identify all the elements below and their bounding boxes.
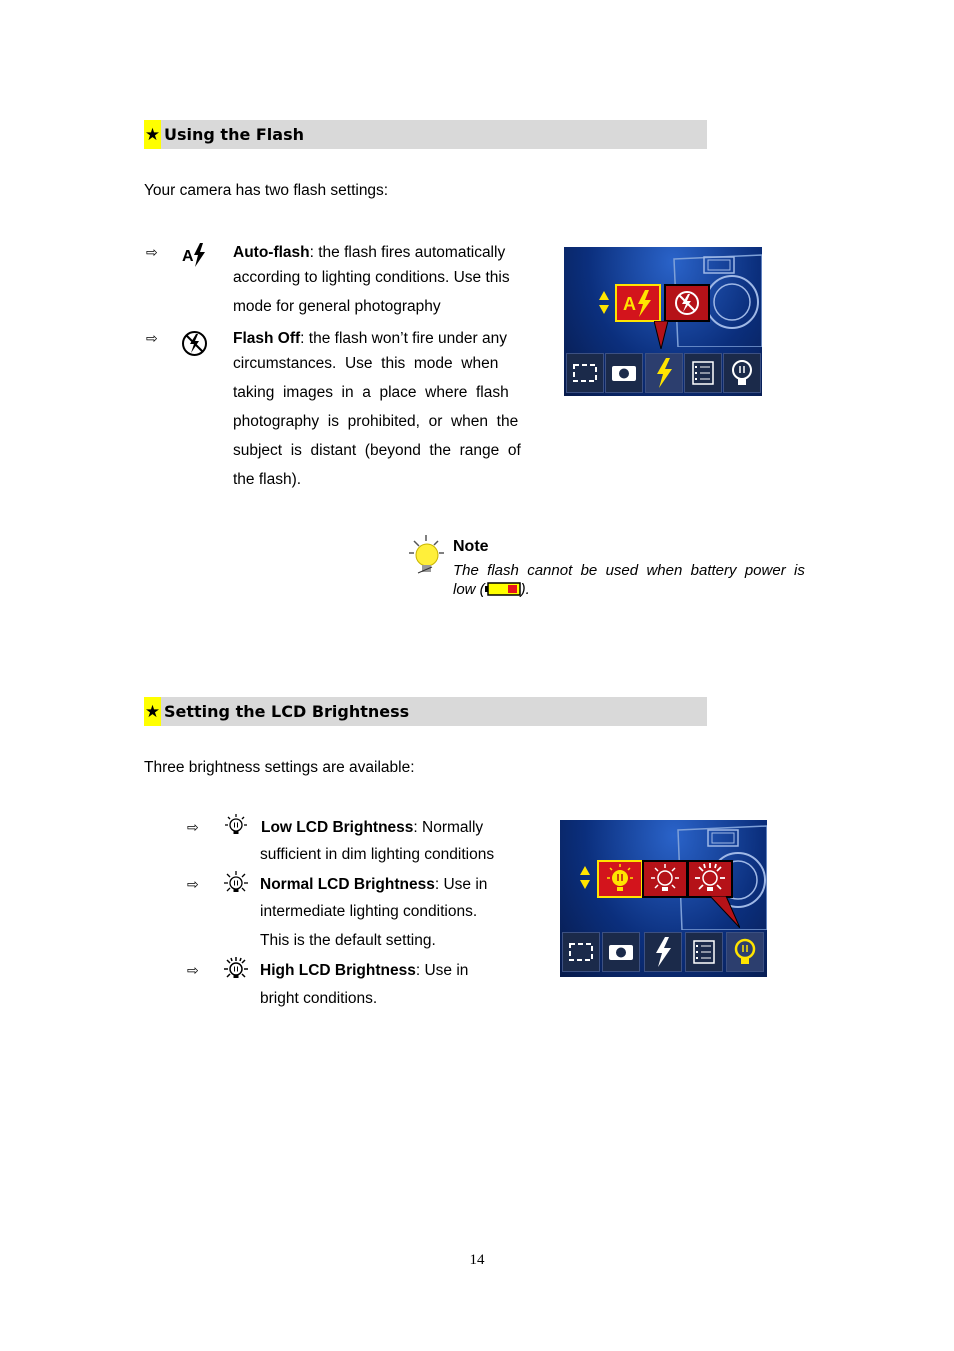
menu-list-tile[interactable] bbox=[684, 353, 722, 393]
low-brightness-name: Low LCD Brightness bbox=[261, 819, 414, 836]
quality-tile[interactable] bbox=[605, 353, 643, 393]
page-number: 14 bbox=[469, 1252, 485, 1268]
low-battery-icon bbox=[485, 582, 521, 596]
arrow-icon: ⇨ bbox=[187, 876, 199, 892]
note-heading: Note bbox=[453, 538, 489, 555]
frame-size-tile[interactable] bbox=[562, 932, 600, 972]
flash-tile[interactable] bbox=[644, 932, 682, 972]
note-text-line-1: The flash cannot be used when battery power is bbox=[453, 562, 805, 579]
flash-tile[interactable] bbox=[645, 353, 683, 393]
intro-text: Your camera has two flash settings: bbox=[144, 182, 389, 199]
auto-flash-name: Auto-flash bbox=[233, 244, 310, 261]
lcd-brightness-tile[interactable] bbox=[723, 353, 761, 393]
svg-text:A: A bbox=[182, 248, 194, 265]
auto-flash-icon bbox=[182, 242, 208, 268]
low-brightness-line-2: sufficient in dim lighting conditions bbox=[260, 846, 495, 863]
high-brightness-line-2: bright conditions. bbox=[260, 990, 378, 1007]
auto-flash-line-2: according to lighting conditions. Use this bbox=[233, 269, 510, 286]
pointer-icon bbox=[710, 896, 740, 928]
flash-icon bbox=[645, 933, 681, 971]
up-down-arrow-icon bbox=[599, 291, 609, 315]
auto-flash-line-3: mode for general photography bbox=[233, 298, 441, 315]
menu-list-tile[interactable] bbox=[685, 932, 723, 972]
frame-size-tile[interactable] bbox=[566, 353, 604, 393]
note-text-line-2: low ( ). bbox=[453, 581, 530, 598]
intro-text: Three brightness settings are available: bbox=[144, 759, 415, 776]
bulb-icon bbox=[724, 354, 760, 392]
normal-brightness-option[interactable] bbox=[642, 860, 688, 898]
flash-off-line-1: Flash Off: the flash won’t fire under any bbox=[233, 330, 507, 347]
low-brightness-icon bbox=[599, 862, 641, 896]
low-brightness-option[interactable] bbox=[597, 860, 643, 898]
bulb-icon bbox=[727, 933, 763, 971]
arrow-icon: ⇨ bbox=[187, 819, 199, 835]
normal-brightness-line-3: This is the default setting. bbox=[260, 932, 436, 949]
low-brightness-line-1: Low LCD Brightness: Normally bbox=[261, 819, 484, 836]
flash-off-icon bbox=[181, 330, 208, 357]
lcd-brightness-tile[interactable] bbox=[726, 932, 764, 972]
high-brightness-name: High LCD Brightness bbox=[260, 962, 416, 979]
camera-lcd-flash-menu bbox=[564, 247, 762, 396]
normal-brightness-line-1: Normal LCD Brightness: Use in bbox=[260, 876, 488, 893]
flash-off-line-4: photography is prohibited, or when the bbox=[233, 413, 519, 430]
flash-off-line-5: subject is distant (beyond the range of bbox=[233, 442, 521, 459]
note-lightbulb-icon bbox=[406, 533, 450, 577]
normal-brightness-line-2: intermediate lighting conditions. bbox=[260, 903, 478, 920]
flash-icon bbox=[646, 354, 682, 392]
auto-flash-line-1: Auto-flash: the flash fires automatically bbox=[233, 244, 506, 261]
star-icon: ★ bbox=[144, 697, 161, 726]
auto-flash-option[interactable] bbox=[615, 284, 661, 322]
high-brightness-option[interactable] bbox=[687, 860, 733, 898]
quality-tile[interactable] bbox=[602, 932, 640, 972]
arrow-icon: ⇨ bbox=[187, 962, 199, 978]
arrow-icon: ⇨ bbox=[146, 330, 158, 346]
arrow-icon: ⇨ bbox=[146, 244, 158, 260]
pointer-icon bbox=[654, 321, 668, 349]
camera-lcd-brightness-menu bbox=[560, 820, 767, 977]
high-brightness-icon bbox=[689, 862, 731, 896]
high-brightness-line-1: High LCD Brightness: Use in bbox=[260, 962, 469, 979]
up-down-arrow-icon bbox=[580, 866, 590, 890]
flash-off-name: Flash Off bbox=[233, 330, 301, 347]
flash-off-option[interactable] bbox=[664, 284, 710, 322]
section-title: Setting the LCD Brightness bbox=[164, 702, 410, 721]
normal-brightness-name: Normal LCD Brightness bbox=[260, 876, 435, 893]
section-header-lcd bbox=[144, 697, 707, 726]
low-brightness-icon bbox=[224, 813, 248, 837]
high-brightness-icon bbox=[224, 957, 248, 981]
frame-icon bbox=[567, 354, 603, 392]
flash-off-icon bbox=[666, 286, 708, 320]
flash-off-line-3: taking images in a place where flash bbox=[233, 384, 509, 401]
list-icon bbox=[685, 354, 721, 392]
frame-icon bbox=[563, 933, 599, 971]
section-title: Using the Flash bbox=[164, 125, 304, 144]
flash-off-line-2: circumstances. Use this mode when bbox=[233, 355, 499, 372]
normal-brightness-icon bbox=[644, 862, 686, 896]
auto-flash-icon bbox=[617, 286, 659, 320]
flash-off-line-6: the flash). bbox=[233, 471, 302, 488]
list-icon bbox=[686, 933, 722, 971]
normal-brightness-icon bbox=[224, 871, 248, 895]
svg-text:A: A bbox=[623, 294, 636, 314]
section-header-flash bbox=[144, 120, 707, 149]
camera-icon bbox=[606, 354, 642, 392]
camera-icon bbox=[603, 933, 639, 971]
star-icon: ★ bbox=[144, 120, 161, 149]
